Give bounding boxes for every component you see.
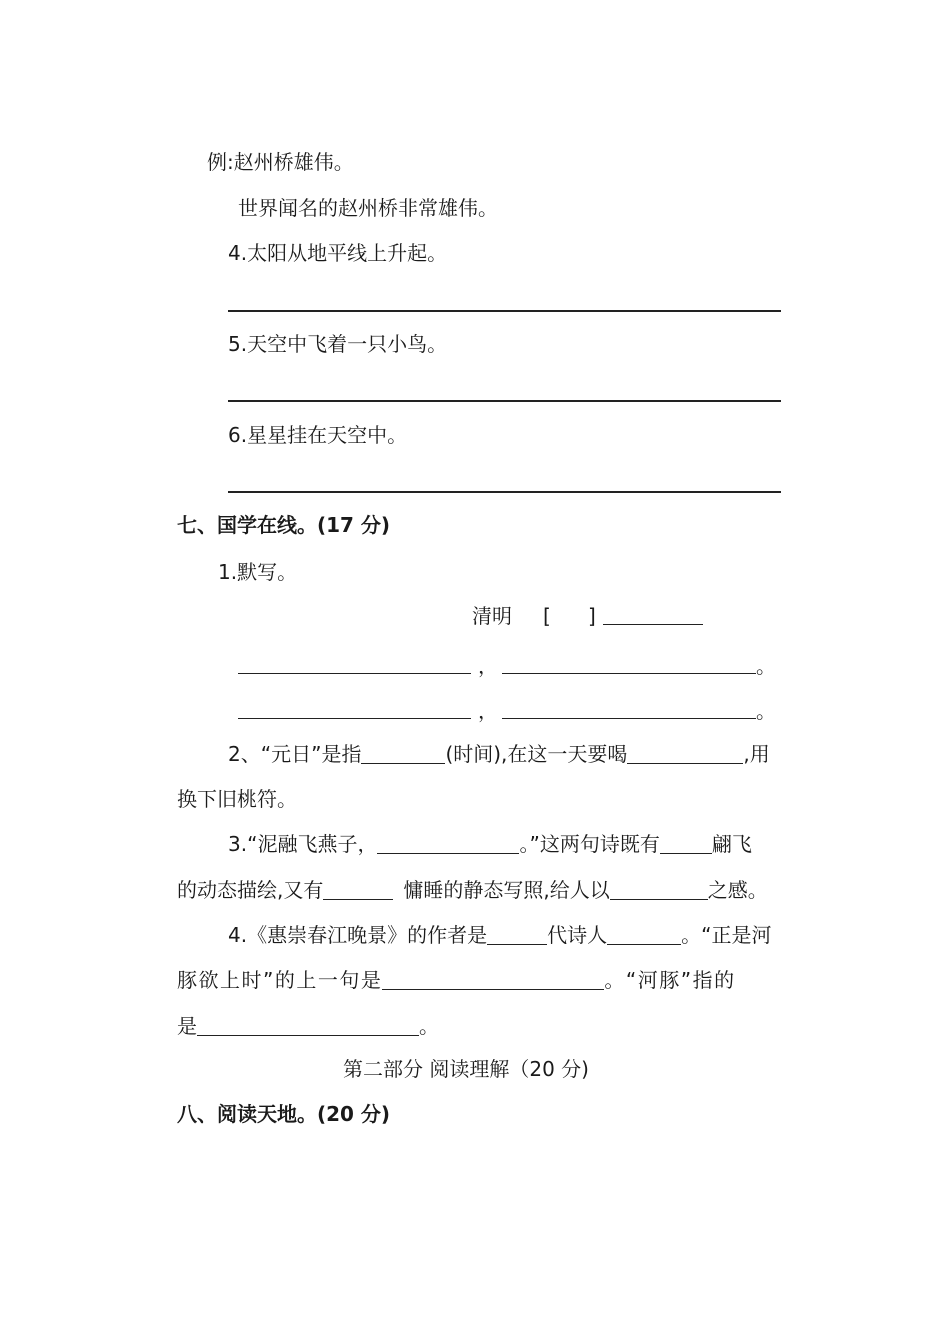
rewrite-item-4: 4.太阳从地平线上升起。	[228, 241, 448, 265]
q3-blank-feeling[interactable]	[610, 879, 708, 900]
q2-blank-drink[interactable]	[627, 743, 743, 764]
poem-line-1b[interactable]	[502, 673, 756, 674]
q4-blank-previous-line[interactable]	[382, 969, 604, 990]
q3-blank-sleeping[interactable]	[323, 879, 393, 900]
q4-line-3: 是 。	[177, 1014, 439, 1038]
q4-line-1: 4.《惠崇春江晚景》的作者是 代诗人 。“正是河	[228, 923, 772, 947]
poem-comma-2: ，	[478, 699, 498, 723]
section8-title: 八、阅读天地。(20 分)	[177, 1102, 391, 1126]
poem-period-2: 。	[756, 699, 776, 723]
example-label: 例:赵州桥雄伟。	[207, 150, 354, 174]
q2-line-1: 2、“元日”是指 (时间),在这一天要喝 ,用	[228, 742, 770, 766]
example-answer: 世界闻名的赵州桥非常雄伟。	[238, 196, 498, 220]
q4-blank-dynasty[interactable]	[487, 924, 547, 945]
answer-line-5[interactable]	[228, 400, 781, 402]
bracket-open: [	[543, 604, 551, 628]
q2-line-2: 换下旧桃符。	[177, 787, 297, 811]
rewrite-item-6: 6.星星挂在天空中。	[228, 423, 408, 447]
q1-label: 1.默写。	[218, 560, 298, 584]
poem-line-2a[interactable]	[238, 718, 471, 719]
answer-line-6[interactable]	[228, 491, 781, 493]
q3-blank-flying[interactable]	[660, 833, 712, 854]
q2-blank-time[interactable]	[361, 743, 445, 764]
q4-blank-pufferfish[interactable]	[197, 1015, 419, 1036]
q3-blank-verse[interactable]	[377, 833, 519, 854]
q4-line-2: 豚欲上时”的上一句是 。“河豚”指的	[177, 968, 736, 992]
poem-period-1: 。	[756, 654, 776, 678]
poem-line-2b[interactable]	[502, 718, 756, 719]
part2-heading: 第二部分 阅读理解（20 分)	[343, 1057, 589, 1081]
q4-blank-poet[interactable]	[607, 924, 681, 945]
rewrite-item-5: 5.天空中飞着一只小鸟。	[228, 332, 448, 356]
section7-title: 七、国学在线。(17 分)	[177, 513, 391, 537]
q3-line-2: 的动态描绘,又有 慵睡的静态写照,给人以 之感。	[177, 878, 768, 902]
poem-line-1a[interactable]	[238, 673, 471, 674]
q3-line-1: 3.“泥融飞燕子， 。”这两句诗既有 翩飞	[228, 832, 752, 856]
poem-title: 清明	[472, 604, 512, 628]
answer-line-4[interactable]	[228, 310, 781, 312]
poem-comma-1: ，	[478, 654, 498, 678]
poem-author-blank[interactable]	[603, 624, 703, 625]
bracket-close: ]	[588, 604, 596, 628]
